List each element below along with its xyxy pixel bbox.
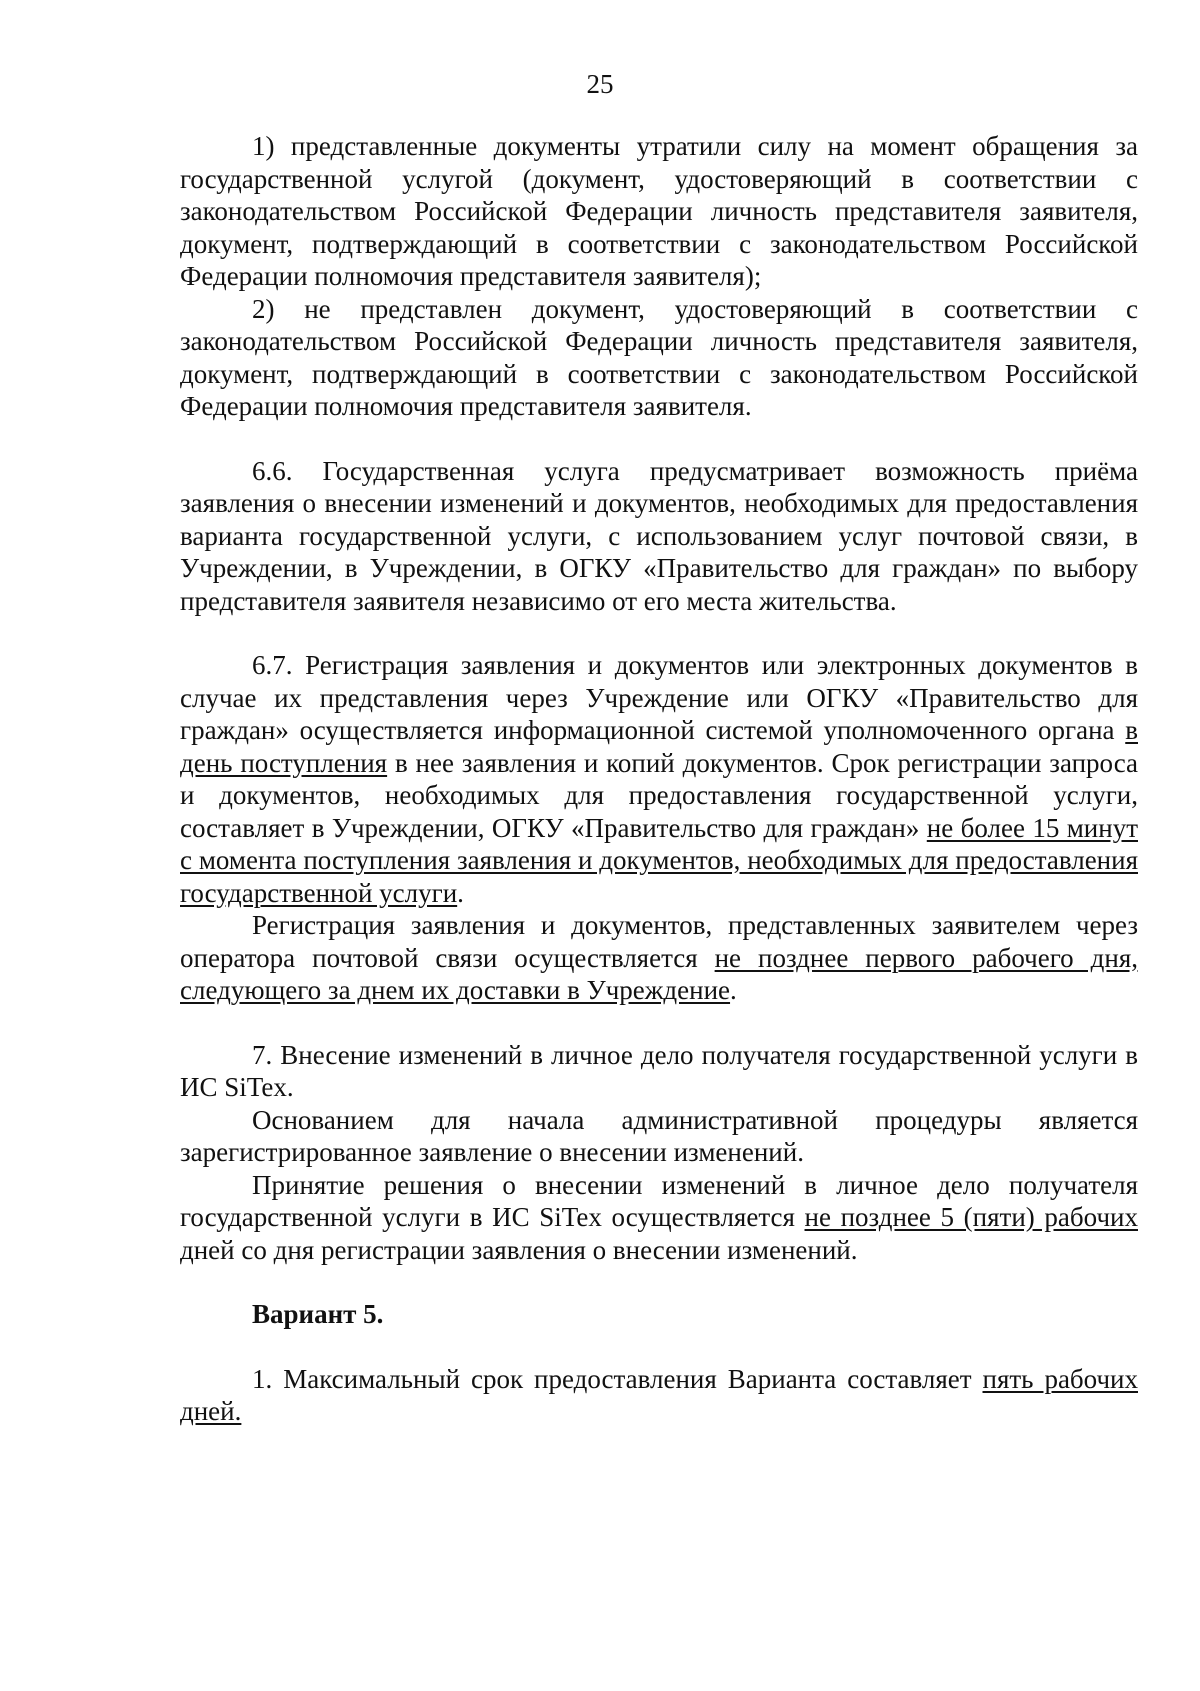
page-number: 25 [586,69,614,99]
paragraph-item-2: 2) не представлен документ, удостоверяющий в соответствии с законодательством Российской Федерации личность представителя заявителя, документ, подтверждающий в соответствии с законодательством Российской Федерации полномочия представителя заявителя. [180,293,1138,421]
paragraph-variant-1 [180,1363,1138,1428]
text-run: 6.7. Регистрация заявления и документов или электронных документов в случае их представления через Учреждение или ОГКУ «Правительство для граждан» осуществляется информационной системой уполномоченного органа [180,650,1138,745]
underlined-text: пять рабочих дней. [180,1363,1138,1426]
section-heading: Вариант 5. [252,1299,384,1329]
text-run: 1. Максимальный срок предоставления Варианта составляет [252,1363,983,1394]
paragraph-6-7 [180,649,1138,909]
paragraph-6-6: 6.6. Государственная услуга предусматривает возможность приёма заявления о внесении изменений и документов, необходимых для предоставления варианта государственной услуги, с использованием услуг почтовой связи, в Учреждении, в Учреждении, в ОГКУ «Правительство для граждан» по выбору представителя заявителя независимо от его места жительства. [180,455,1138,616]
underlined-text: не более 15 минут с момента поступления заявления и документов, необходимых для предоставления государственной услуги [180,812,1138,908]
paragraph-7: 7. Внесение изменений в личное дело получателя государственной услуги в ИС SiTex. [180,1039,1138,1102]
underlined-text: не позднее первого рабочего дня, следующего за днем их доставки в Учреждение [180,942,1138,1005]
paragraph-item-1: 1) представленные документы утратили силу на момент обращения за государственной услугой (документ, удостоверяющий в соответствии с законодательством Российской Федерации личность представителя заявителя, документ, подтверждающий в соответствии с законодательством Российской Федерации полномочия представителя заявителя); [180,131,1138,291]
paragraph-registration-post [180,909,1138,1007]
text-run: Принятие решения о внесении изменений в личное дело получателя государственной услуги в ИС SiTex осуществляется [180,1169,1138,1232]
text-run: . [730,975,737,1005]
text-run: . [457,877,464,908]
text-run: в нее заявления и копий документов. Срок регистрации запроса и документов, необходимых для предоставления государственной услуги, составляет в Учреждении, ОГКУ «Правительство для граждан» [180,747,1138,843]
paragraph-basis: Основанием для начала административной процедуры является зарегистрированное заявление о внесении изменений. [180,1104,1138,1167]
underlined-text: не позднее 5 (пяти) рабочих [804,1202,1138,1232]
text-run: Регистрация заявления и документов, представленных заявителем через оператора почтовой связи осуществляется [180,910,1138,973]
paragraph-decision [180,1169,1138,1267]
document-body [180,130,1138,1428]
underlined-text: в день поступления [180,715,1138,778]
text-run: дней со дня регистрации заявления о внесении изменений. [180,1234,858,1265]
